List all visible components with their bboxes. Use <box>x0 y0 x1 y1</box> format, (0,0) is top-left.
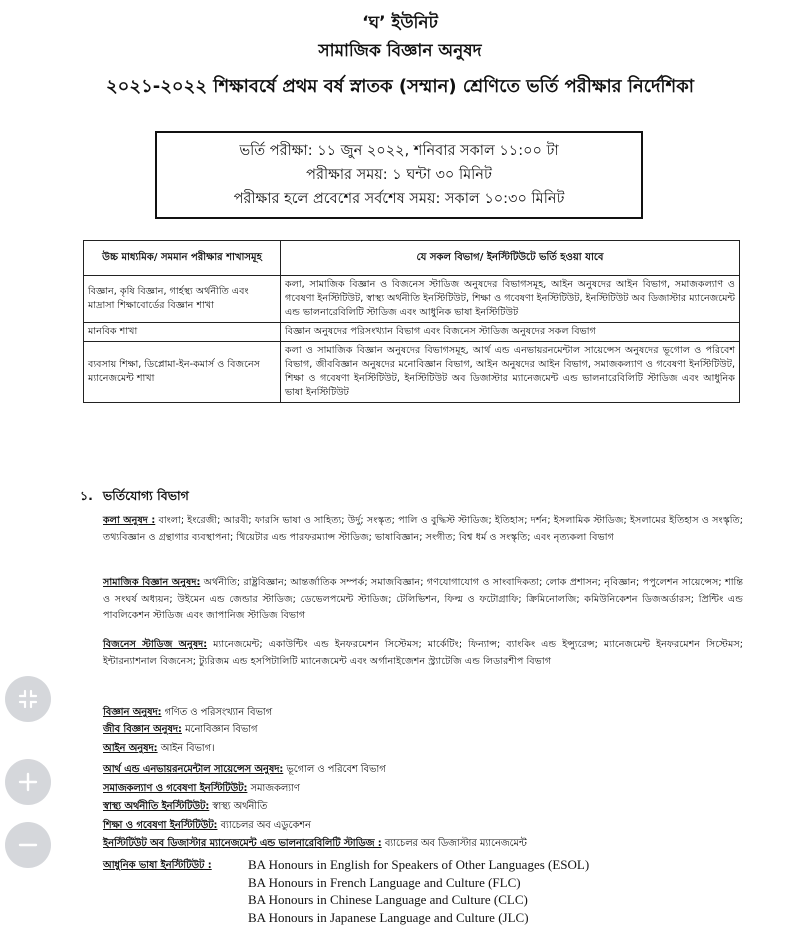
faculty-name: স্বাস্থ্য অর্থনীতি ইনস্টিটিউট: <box>103 801 210 812</box>
dept-disaster <box>103 836 527 852</box>
zoom-out-icon <box>17 834 39 856</box>
table-row <box>84 323 740 342</box>
dept-social <box>103 575 743 625</box>
faculty-name: সমাজকল্যাণ ও গবেষণা ইনস্টিটিউট: <box>103 783 248 794</box>
faculty-departments: বাংলা; ইংরেজী; আরবী; ফারসি ভাষা ও সাহিত্য; উর্দু; সংস্কৃত; পালি ও বুদ্ধিস্ট স্টাডিজ; ইতিহাস; দর্শন; ইসলামিক স্টাডিজ; ইসলামের ইতিহাস ও সংস্কৃতি; তথ্যবিজ্ঞান ও গ্রন্থাগার ব্যবস্থাপনা; থিয়েটার এন্ড পারফরম্যান্স স্টাডিজ; ভাষাবিজ্ঞান; সংগীত; বিশ্ব ধর্ম ও সংস্কৃতি; এবং নৃত্যকলা বিভাগ <box>103 515 744 543</box>
modern-language-programs <box>248 856 589 926</box>
faculty-departments: সমাজকল্যাণ <box>247 783 300 794</box>
modern-language-institute: আধুনিক ভাষা ইনস্টিটিউট : <box>103 860 212 871</box>
exam-duration: পরীক্ষার সময়: ১ ঘন্টা ৩০ মিনিট <box>306 167 492 183</box>
dept-health-econ <box>103 799 267 815</box>
faculty-title: সামাজিক বিজ্ঞান অনুষদ <box>318 41 482 61</box>
section-title: ভর্তিযোগ্য বিভাগ <box>102 488 189 503</box>
faculty-departments: ম্যানেজমেন্ট; একাউন্টিং এন্ড ইনফরমেশন সিস্টেমস; মার্কেটিং; ফিন্যান্স; ব্যাংকিং এন্ড ইন্স্যুরেন্স; ম্যানেজমেন্ট ইনফরমেশন সিস্টেমস; ইন্টারন্যাশনাল বিজনেস; ট্যুরিজম এন্ড হসপিটালিটি ম্যানেজমেন্ট এবং অর্গানাইজেশন স্ট্র্যাটেজি এন্ড লিডারশীপ বিভাগ <box>103 639 743 667</box>
eligible-cell: কলা ও সামাজিক বিজ্ঞান অনুষদের বিভাগসমূহ, আর্থ এন্ড এনভায়রনমেন্টাল সায়েন্সেস অনুষদের ভূগোল ও পরিবেশ বিভাগ, জীববিজ্ঞান অনুষদের মনোবিজ্ঞান বিভাগ, আইন অনুষদের আইন বিভাগ, সমাজকল্যাণ ও গবেষণা ইনস্টিটিউট, শিক্ষা ও গবেষণা ইনস্টিটিউট, ইনস্টিটিউট অব ডিজাস্টার ম্যানেজমেন্ট এন্ড ভালনারেবিলিটি স্টাডিজ এবং আধুনিক ভাষা ইনস্টিটিউট <box>281 342 740 403</box>
list-item: BA Honours in Japanese Language and Culture (JLC) <box>248 909 529 925</box>
faculty-name: বিজ্ঞান অনুষদ: <box>103 707 162 718</box>
list-item: BA Honours in Chinese Language and Culture (CLC) <box>248 892 528 908</box>
zoom-in-icon <box>17 771 39 793</box>
faculty-name: আইন অনুষদ: <box>103 743 158 754</box>
faculty-name: ইনস্টিটিউট অব ডিজাস্টার ম্যানেজমেন্ট এন্ড ভালনারেবিলিটি স্টাডিজ : <box>103 838 382 849</box>
branch-cell: মানবিক শাখা <box>84 323 281 342</box>
branch-cell: ব্যবসায় শিক্ষা, ডিপ্লোমা-ইন-কমার্স ও বিজনেস ম্যানেজমেন্ট শাখা <box>84 342 281 403</box>
table-header-row <box>84 241 740 276</box>
table-row <box>84 276 740 323</box>
dept-education <box>103 818 311 834</box>
dept-social-welfare <box>103 781 300 797</box>
faculty-name: জীব বিজ্ঞান অনুষদ: <box>103 724 182 735</box>
faculty-name: কলা অনুষদ : <box>103 515 156 526</box>
faculty-departments: ভূগোল ও পরিবেশ বিভাগ <box>283 764 386 775</box>
dept-science <box>103 705 272 721</box>
eligibility-table <box>83 240 740 403</box>
section-heading <box>80 488 189 508</box>
dept-arts <box>103 513 743 546</box>
branch-cell: বিজ্ঞান, কৃষি বিজ্ঞান, গার্হস্থ্য অর্থনীতি এবং মাদ্রাসা শিক্ষাবোর্ডের বিজ্ঞান শাখা <box>84 276 281 323</box>
faculty-departments: অর্থনীতি; রাষ্ট্রবিজ্ঞান; আন্তর্জাতিক সম্পর্ক; সমাজবিজ্ঞান; গণযোগাযোগ ও সাংবাদিকতা; লোক প্রশাসন; নৃবিজ্ঞান; পপুলেশন সায়েন্সেস; শান্তি ও সংঘর্ষ অধ্যয়ন; উইমেন এন্ড জেন্ডার স্টাডিজ; ডেভেলপমেন্ট স্টাডিজ; টেলিভিশন, ফিল্ম ও ফটোগ্রাফি; ক্রিমিনোলজি; কমিউনিকেশন ডিজঅর্ডারস; প্রিন্টিং এন্ড পাবলিকেশন স্টাডিজ এবং জাপানিজ স্টাডিজ বিভাগ <box>103 577 743 621</box>
exam-info-box <box>155 131 643 219</box>
faculty-name: বিজনেস স্টাডিজ অনুষদ: <box>103 639 208 650</box>
faculty-name: শিক্ষা ও গবেষণা ইনস্টিটিউট: <box>103 820 218 831</box>
faculty-departments: আইন বিভাগ। <box>157 743 215 754</box>
dept-earth <box>103 762 386 778</box>
eligible-cell: বিজ্ঞান অনুষদের পরিসংখ্যান বিভাগ এবং বিজনেস স্টাডিজ অনুষদের সকল বিভাগ <box>281 323 740 342</box>
section-number: ১. <box>80 488 93 503</box>
list-item: BA Honours in French Language and Culture (FLC) <box>248 874 521 890</box>
unit-title: ‘ঘ’ ইউনিট <box>362 13 438 33</box>
table-header-eligible: যে সকল বিভাগ/ ইনস্টিটিউটে ভর্তি হওয়া যাবে <box>281 241 740 276</box>
faculty-departments: স্বাস্থ্য অর্থনীতি <box>209 801 268 812</box>
table-row <box>84 342 740 403</box>
faculty-departments: মনোবিজ্ঞান বিভাগ <box>181 724 258 735</box>
list-item: BA Honours in English for Speakers of Other Languages (ESOL) <box>248 857 590 872</box>
faculty-departments: ব্যাচেলর অব ডিজাস্টার ম্যানেজমেন্ট <box>381 838 527 849</box>
exam-date: ভর্তি পরীক্ষা: ১১ জুন ২০২২, শনিবার সকাল ১১:০০ টা <box>239 143 559 159</box>
entry-deadline: পরীক্ষার হলে প্রবেশের সর্বশেষ সময়: সকাল ১০:৩০ মিনিট <box>233 191 565 207</box>
dept-business <box>103 637 743 670</box>
faculty-departments: ব্যাচেলর অব এডুকেশন <box>217 820 311 831</box>
guide-title: ২০২১-২০২২ শিক্ষাবর্ষে প্রথম বর্ষ স্নাতক (সম্মান) শ্রেণিতে ভর্তি পরীক্ষার নির্দেশিকা <box>105 76 695 97</box>
eligible-cell: কলা, সামাজিক বিজ্ঞান ও বিজনেস স্টাডিজ অনুষদের বিভাগসমূহ, আইন অনুষদের আইন বিভাগ, সমাজকল্যাণ ও গবেষণা ইনস্টিটিউট, স্বাস্থ্য অর্থনীতি ইনস্টিটিউট, শিক্ষা ও গবেষণা ইনস্টিটিউট, ইনস্টিটিউট অব ডিজাস্টার ম্যানেজমেন্ট এন্ড ভালনারেবিলিটি স্টাডিজ এবং আধুনিক ভাষা ইনস্টিটিউট <box>281 276 740 323</box>
faculty-name: সামাজিক বিজ্ঞান অনুষদ: <box>103 577 201 588</box>
faculty-departments: গণিত ও পরিসংখ্যান বিভাগ <box>161 707 273 718</box>
zoom-out-button[interactable] <box>5 822 51 868</box>
dept-law <box>103 741 215 757</box>
faculty-name: আর্থ এন্ড এনভায়রনমেন্টাল সায়েন্সেস অনুষদ: <box>103 764 284 775</box>
table-header-branch: উচ্চ মাধ্যমিক/ সমমান পরীক্ষার শাখাসমূহ <box>84 241 281 276</box>
collapse-button[interactable] <box>5 676 51 722</box>
collapse-icon <box>17 688 39 710</box>
zoom-in-button[interactable] <box>5 759 51 805</box>
dept-biology <box>103 722 257 738</box>
